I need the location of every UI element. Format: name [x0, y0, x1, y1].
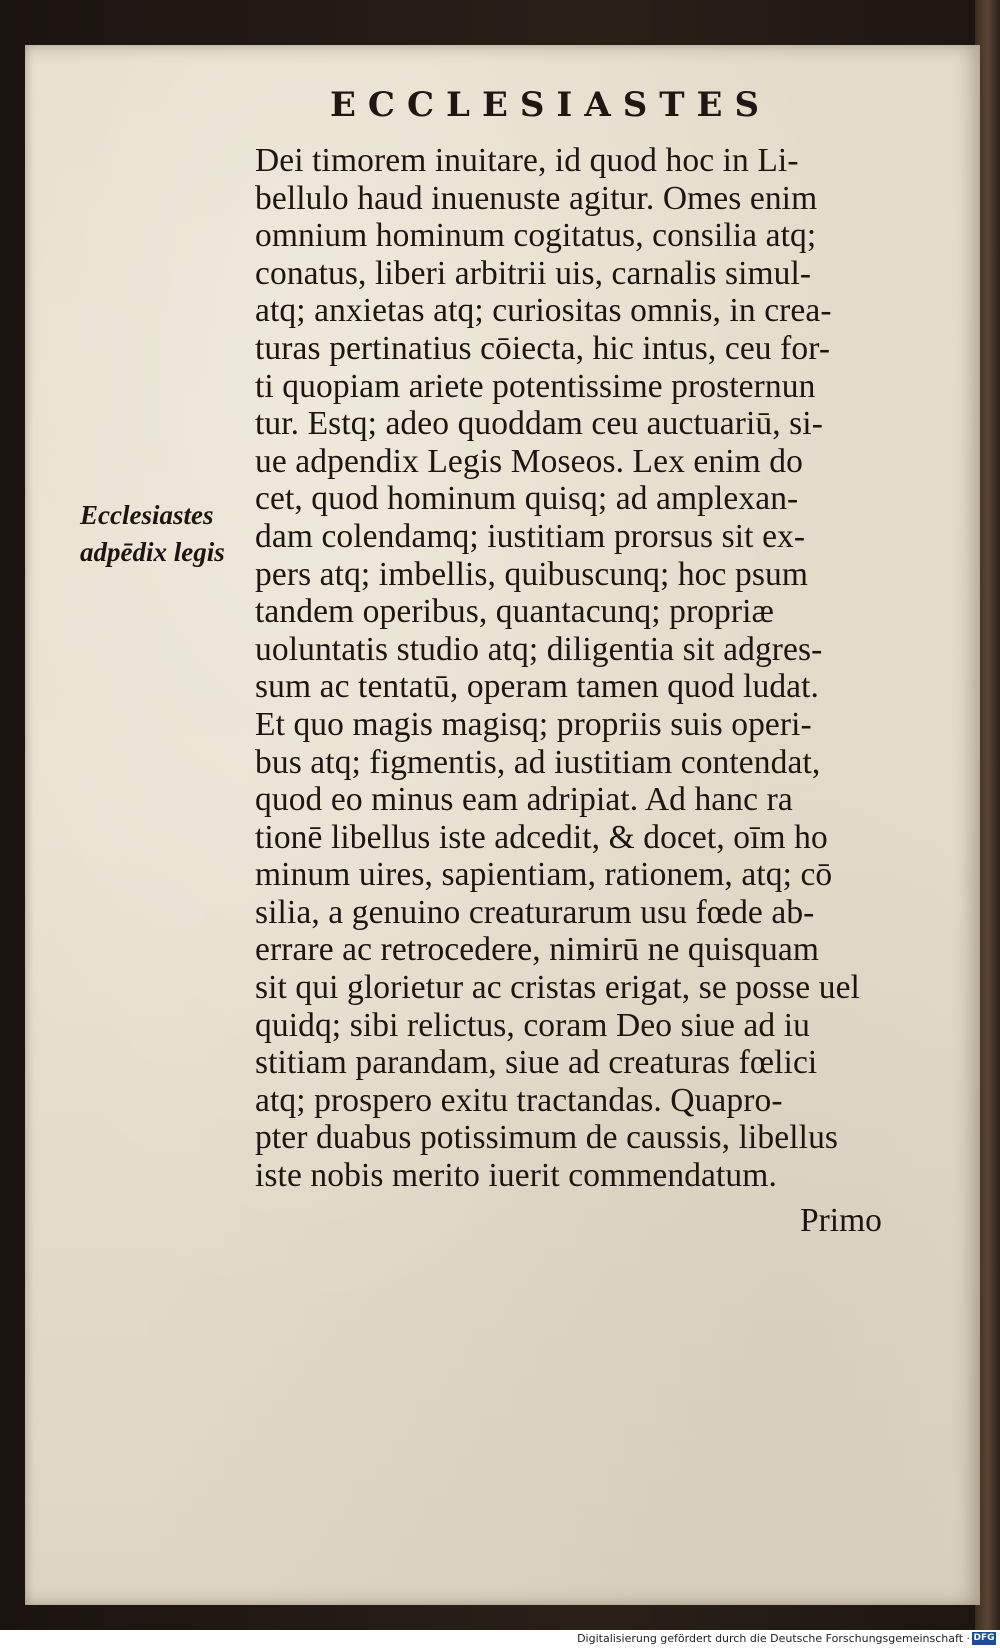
body-text: [255, 142, 895, 1195]
text-line: ti quopiam ariete potentissime prosternun: [255, 367, 816, 405]
running-head: ECCLESIASTES: [330, 85, 772, 125]
text-line: bus atq; figmentis, ad iustitiam contendat,: [255, 743, 821, 781]
text-line: Et quo magis magisq; propriis suis operi-: [255, 705, 812, 743]
text-line: atq; anxietas atq; curiositas omnis, in crea-: [255, 292, 832, 330]
text-line: sit qui glorietur ac cristas erigat, se posse uel: [255, 969, 860, 1007]
text-line: tur. Estq; adeo quoddam ceu auctuariū, si-: [255, 405, 823, 443]
text-line: cet, quod hominum quisq; ad amplexan-: [255, 480, 799, 518]
text-line: dam colendamq; iustitiam prorsus sit ex-: [255, 517, 806, 555]
marginal-note: [80, 497, 250, 571]
text-line: silia, a genuino creaturarum usu fœde ab-: [255, 893, 815, 931]
text-line: stitiam parandam, siue ad creaturas fœlici: [255, 1044, 818, 1082]
text-line: iste nobis merito iuerit commendatum.: [255, 1157, 777, 1195]
text-line: uoluntatis studio atq; diligentia sit adgres-: [255, 630, 823, 668]
text-line: quod eo minus eam adripiat. Ad hanc ra: [255, 781, 793, 819]
text-line: ue adpendix Legis Moseos. Lex enim do: [255, 442, 803, 480]
text-line: atq; prospero exitu tractandas. Quapro-: [255, 1081, 783, 1119]
text-line: pter duabus potissimum de caussis, libellus: [255, 1119, 839, 1157]
funding-credit: Digitalisierung gefördert durch die Deutsche Forschungsgemeinschaft ·: [577, 1632, 970, 1645]
text-line: pers atq; imbellis, quibuscunq; hoc psum: [255, 555, 808, 593]
text-line: sum ac tentatū, operam tamen quod ludat.: [255, 668, 820, 706]
text-line: omnium hominum cogitatus, consilia atq;: [255, 217, 817, 255]
text-line: turas pertinatius cōiecta, hic intus, ceu for-: [255, 329, 831, 367]
marginal-note-line: adpēdix legis: [80, 537, 225, 567]
dfg-logo-icon: DFG: [973, 1633, 995, 1643]
marginal-note-line: Ecclesiastes: [80, 500, 214, 530]
text-line: errare ac retrocedere, nimirū ne quisquam: [255, 931, 819, 969]
text-line: tandem operibus, quantacunq; propriæ: [255, 593, 775, 631]
text-line: quidq; sibi relictus, coram Deo siue ad iu: [255, 1006, 810, 1044]
catchword: Primo: [800, 1202, 882, 1239]
text-line: tionē libellus iste adcedit, & docet, oīm ho: [255, 818, 828, 856]
text-line: minum uires, sapientiam, rationem, atq; cō: [255, 856, 833, 894]
text-line: Dei timorem inuitare, id quod hoc in Li-: [255, 142, 799, 179]
text-line: bellulo haud inuenuste agitur. Omes enim: [255, 179, 818, 217]
text-line: conatus, liberi arbitrii uis, carnalis simul-: [255, 254, 812, 292]
